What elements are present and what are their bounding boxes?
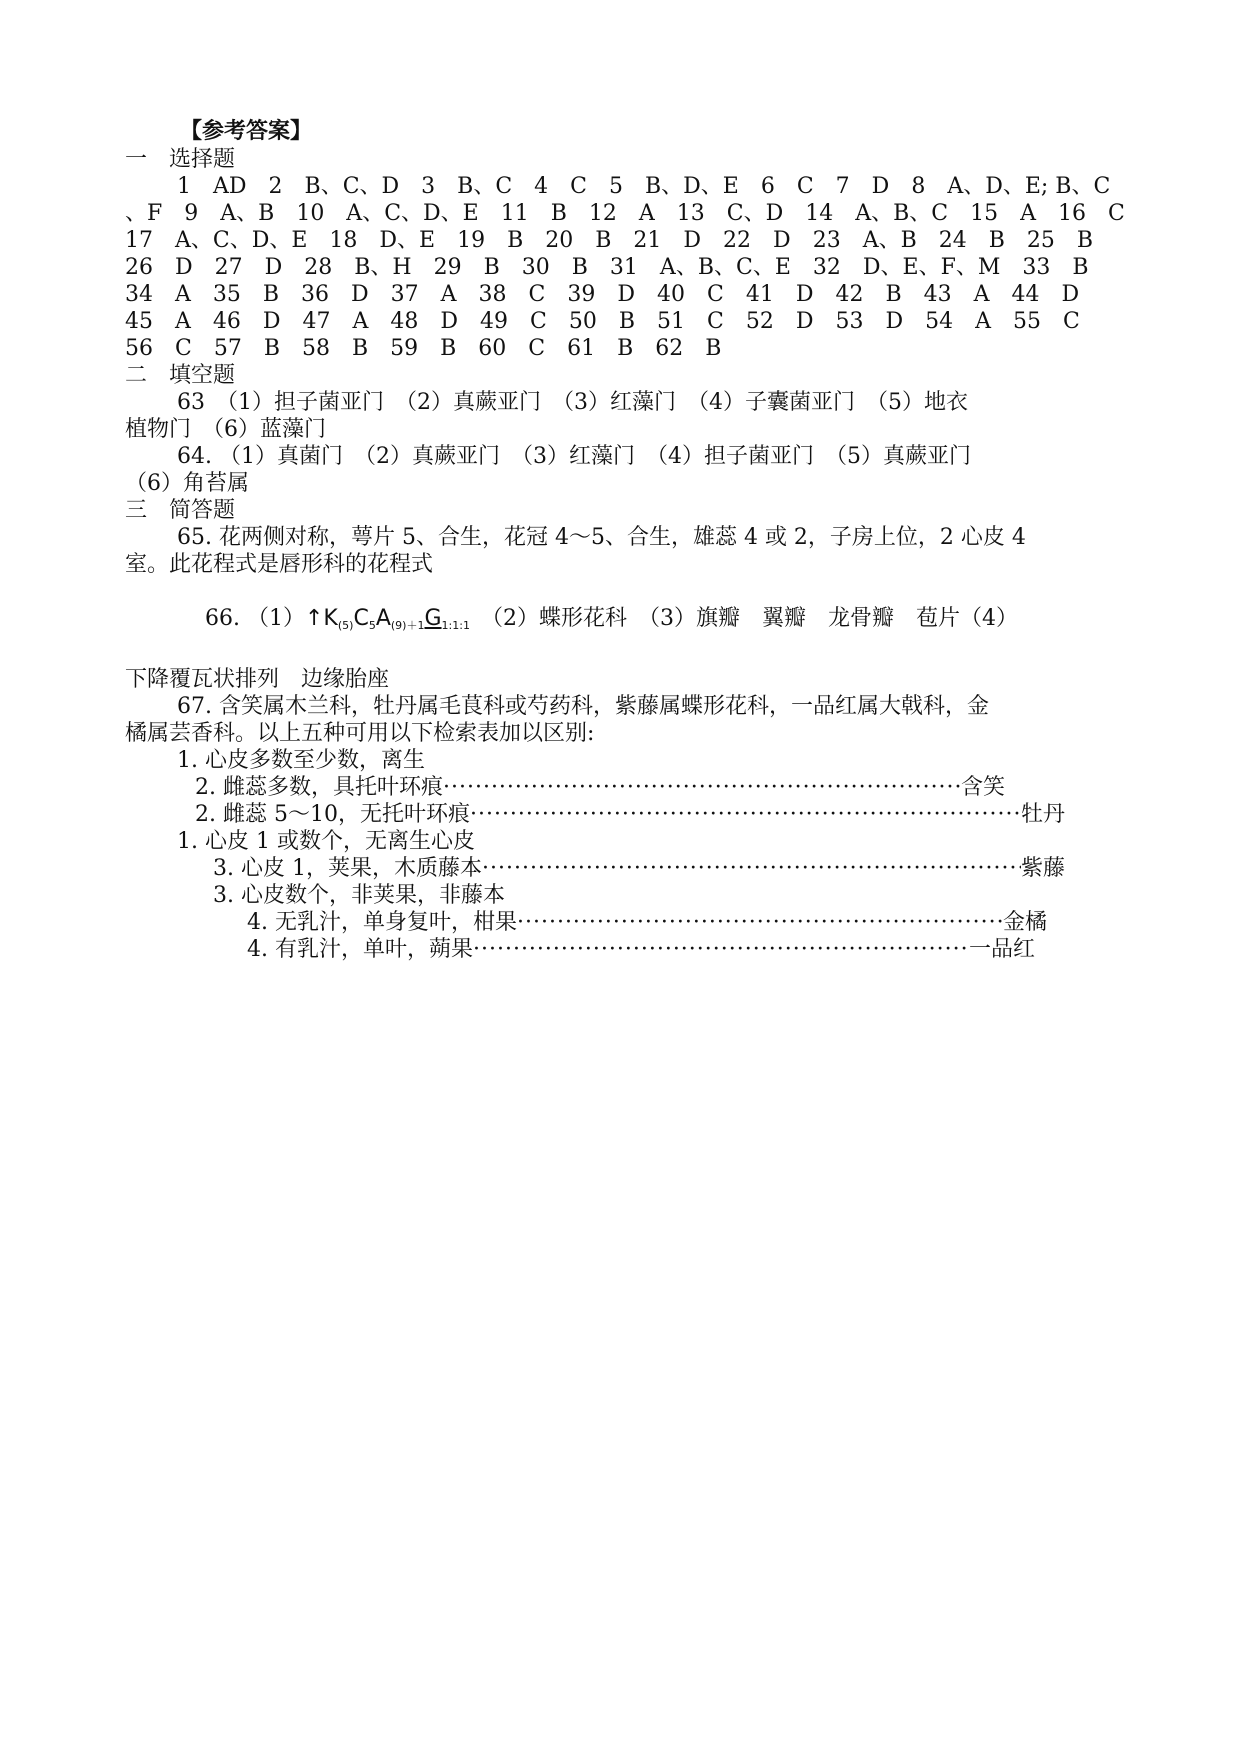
key-text: 4. 无乳汁，单身复叶，柑果 xyxy=(247,910,517,935)
fill-answer-63: 63 （1）担子菌亚门 （2）真蕨亚门 （3）红藻门 （4）子囊菌亚门 （5）地衣 xyxy=(177,390,968,415)
key-result: 紫藤 xyxy=(1020,856,1065,881)
key-result: 一品红 xyxy=(968,937,1035,962)
formula-g-sub: 1:1:1 xyxy=(441,619,470,632)
formula-a: A xyxy=(375,606,391,631)
section-heading-choice: 一 选择题 xyxy=(125,147,236,172)
choice-line: 56 C 57 B 58 B 59 B 60 C 61 B 62 B xyxy=(125,336,722,361)
choice-line: 34 A 35 B 36 D 37 A 38 C 39 D 40 C 41 D 42 B 43 A 44 D xyxy=(125,282,1080,307)
short-answer-66 xyxy=(125,578,1115,666)
section-heading-fill: 二 填空题 xyxy=(125,363,236,388)
key-line xyxy=(125,855,1065,882)
q66-rest: （2）蝶形花科 （3）旗瓣 翼瓣 龙骨瓣 苞片（4） xyxy=(491,606,1018,631)
formula-c: C xyxy=(353,606,369,631)
key-leader xyxy=(443,774,961,801)
short-answer-67: 67. 含笑属木兰科，牡丹属毛茛科或芍药科，紫藤属蝶形花科，一品红属大戟科，金 xyxy=(177,694,989,719)
short-answer-66-cont: 下降覆瓦状排列 边缘胎座 xyxy=(125,667,390,692)
fill-answer-63-cont: 植物门 （6）蓝藻门 xyxy=(125,417,326,442)
answer-document xyxy=(125,118,1125,963)
key-line: 1. 心皮多数至少数，离生 xyxy=(177,748,425,773)
section-heading-short: 三 简答题 xyxy=(125,498,236,523)
formula-k: K xyxy=(323,606,338,631)
key-leader xyxy=(470,801,1021,828)
short-answer-65-cont: 室。此花程式是唇形科的花程式 xyxy=(125,552,434,577)
floral-formula xyxy=(305,606,470,631)
key-leader xyxy=(517,909,1003,936)
choice-line: 、F 9 A、B 10 A、C、D、E 11 B 12 A 13 C、D 14 A、B、C 15 A 16 C xyxy=(125,201,1125,226)
key-result: 金橘 xyxy=(1002,910,1047,935)
key-result: 含笑 xyxy=(960,775,1005,800)
formula-c-sub: 5 xyxy=(368,619,376,632)
key-leader xyxy=(473,936,969,963)
zygomorphic-arrow-icon: ↑ xyxy=(304,606,324,631)
key-line xyxy=(125,936,1035,963)
formula-a-sub: (9)＋1 xyxy=(390,619,425,632)
key-line: 3. 心皮数个，非荚果，非藤本 xyxy=(213,883,505,908)
q66-number: 66. （1） xyxy=(204,606,305,631)
short-answer-67-cont: 橘属芸香科。以上五种可用以下检索表加以区别: xyxy=(125,721,595,746)
fill-answer-64: 64. （1）真菌门 （2）真蕨亚门 （3）红藻门 （4）担子菌亚门 （5）真蕨亚门 xyxy=(177,444,971,469)
key-text: 3. 心皮 1，荚果，木质藤本 xyxy=(213,856,482,881)
identification-key xyxy=(125,747,1115,963)
key-leader xyxy=(482,855,1021,882)
choice-line: 26 D 27 D 28 B、H 29 B 30 B 31 A、B、C、E 32 D、E、F、M 33 B xyxy=(125,255,1089,280)
page-title: 【参考答案】 xyxy=(180,118,313,144)
formula-g: G xyxy=(424,606,442,631)
formula-k-sub: (5) xyxy=(337,619,354,632)
key-line xyxy=(125,774,1005,801)
key-line xyxy=(125,909,1047,936)
choice-line: 1 AD 2 B、C、D 3 B、C 4 C 5 B、D、E 6 C 7 D 8 A、D、E; B、C xyxy=(177,174,1111,199)
short-answer-65: 65. 花两侧对称，萼片 5、合生，花冠 4～5、合生，雄蕊 4 或 2，子房上位，2 心皮 4 xyxy=(177,525,1026,550)
key-text: 4. 有乳汁，单叶，蒴果 xyxy=(247,937,473,962)
key-text: 2. 雌蕊多数，具托叶环痕 xyxy=(195,775,443,800)
choice-answers xyxy=(125,173,1125,362)
choice-line: 45 A 46 D 47 A 48 D 49 C 50 B 51 C 52 D 53 D 54 A 55 C xyxy=(125,309,1080,334)
fill-answer-64-cont: （6）角苔属 xyxy=(125,471,249,496)
key-line xyxy=(125,801,1065,828)
choice-line: 17 A、C、D、E 18 D、E 19 B 20 B 21 D 22 D 23 A、B 24 B 25 B xyxy=(125,228,1094,253)
key-result: 牡丹 xyxy=(1020,802,1065,827)
key-line: 1. 心皮 1 或数个，无离生心皮 xyxy=(177,829,475,854)
key-text: 2. 雌蕊 5～10，无托叶环痕 xyxy=(195,802,470,827)
